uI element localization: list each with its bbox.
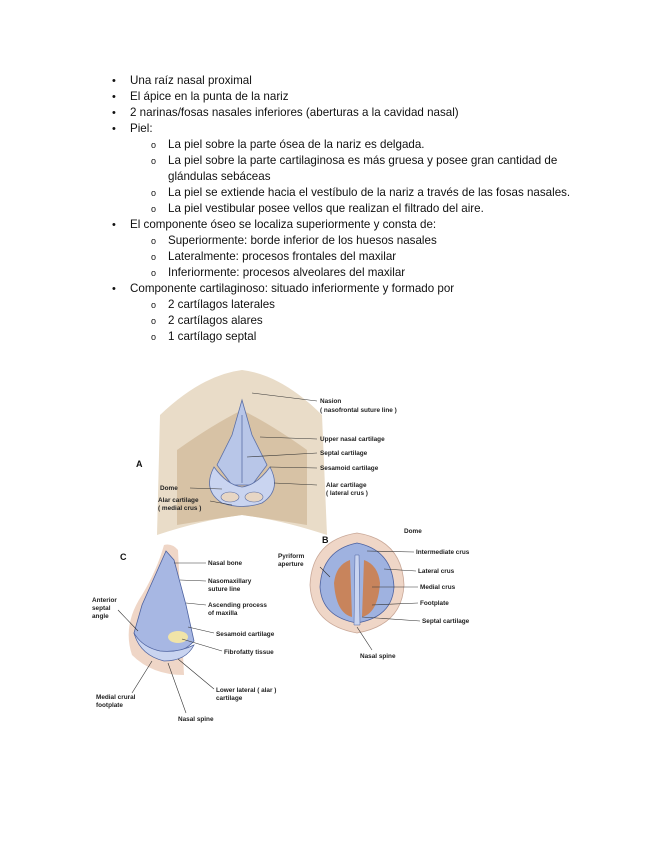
- panel-b-label: B: [322, 535, 329, 545]
- sub-bullet-item: o La piel sobre la parte ósea de la nariz es delgada.: [151, 137, 572, 153]
- label-dome-b: Dome: [404, 528, 422, 535]
- bullet-item: [112, 121, 572, 217]
- label-alar-a-sub: ( lateral crus ): [326, 490, 368, 497]
- label-ascending: Ascending process: [208, 602, 267, 609]
- bullet-item: [112, 89, 572, 105]
- label-lateral-crus: Lateral crus: [418, 568, 455, 575]
- label-anterior-2: septal: [92, 605, 111, 612]
- bullet-text: Una raíz nasal proximal: [130, 74, 252, 87]
- nasal-anatomy-figure: [82, 355, 502, 740]
- bullet-text: El componente óseo se localiza superiormente y consta de:: [130, 218, 437, 231]
- label-medial-crural-sub: footplate: [96, 702, 123, 709]
- label-medial-crural: Medial crural: [96, 694, 136, 701]
- label-nasomax-sub: suture line: [208, 586, 241, 593]
- label-septal-b: Septal cartilage: [422, 618, 470, 625]
- label-nasomax: Nasomaxillary: [208, 578, 252, 585]
- sub-bullet-item: o Superiormente: borde inferior de los huesos nasales: [151, 233, 572, 249]
- bullet-text: 2 narinas/fosas nasales inferiores (aberturas a la cavidad nasal): [130, 106, 459, 119]
- label-anterior: Anterior: [92, 597, 117, 604]
- bullet-list: [112, 73, 572, 345]
- sub-bullet-item: o La piel se extiende hacia el vestíbulo de la nariz a través de las fosas nasales.: [151, 185, 572, 201]
- label-upper-nasal: Upper nasal cartilage: [320, 436, 385, 443]
- panel-c: [92, 545, 276, 723]
- panel-a: [136, 370, 397, 535]
- sub-bullet-list: [130, 137, 572, 217]
- label-sesamoid-c: Sesamoid cartilage: [216, 631, 275, 638]
- label-nasion-sub: ( nasofrontal suture line ): [320, 407, 397, 414]
- panel-c-label: C: [120, 552, 127, 562]
- label-footplate: Footplate: [420, 600, 449, 607]
- label-septal-a: Septal cartilage: [320, 450, 368, 457]
- label-intermediate: Intermediate crus: [416, 549, 470, 556]
- bullet-text: El ápice en la punta de la nariz: [130, 90, 289, 103]
- label-pyriform: Pyriform: [278, 553, 305, 560]
- label-nasal-bone: Nasal bone: [208, 560, 243, 567]
- label-alar-medial: Alar cartilage: [158, 497, 199, 504]
- label-medial-crus: Medial crus: [420, 584, 456, 591]
- label-nasal-spine-c: Nasal spine: [178, 716, 214, 723]
- sub-bullet-list: [130, 233, 572, 281]
- bullet-item: [112, 105, 572, 121]
- sub-bullet-item: o 2 cartílagos laterales: [151, 297, 572, 313]
- label-lower-lateral: Lower lateral ( alar ): [216, 687, 277, 694]
- sub-bullet-item: o Inferiormente: procesos alveolares del maxilar: [151, 265, 572, 281]
- sub-bullet-item: o La piel sobre la parte cartilaginosa es más gruesa y posee gran cantidad de glándulas sebáceas: [151, 153, 572, 185]
- sub-bullet-item: o Lateralmente: procesos frontales del maxilar: [151, 249, 572, 265]
- bullet-text: Piel:: [130, 122, 153, 135]
- sub-bullet-item: o 1 cartílago septal: [151, 329, 572, 345]
- bullet-item: [112, 281, 572, 345]
- sub-bullet-item: o La piel vestibular posee vellos que realizan el filtrado del aire.: [151, 201, 572, 217]
- label-nasal-spine-b: Nasal spine: [360, 653, 396, 660]
- label-dome-a: Dome: [160, 485, 178, 492]
- sub-bullet-list: [130, 297, 572, 345]
- label-alar-a: Alar cartilage: [326, 482, 367, 489]
- bullet-item: [112, 73, 572, 89]
- bullet-item: [112, 217, 572, 281]
- sub-bullet-item: o 2 cartílagos alares: [151, 313, 572, 329]
- panel-b: [278, 528, 470, 660]
- label-sesamoid-a: Sesamoid cartilage: [320, 465, 379, 472]
- panel-a-label: A: [136, 459, 143, 469]
- label-pyriform-sub: aperture: [278, 561, 304, 568]
- label-lower-lateral-sub: cartilage: [216, 695, 243, 702]
- bullet-text: Componente cartilaginoso: situado inferiormente y formado por: [130, 282, 455, 295]
- label-anterior-3: angle: [92, 613, 109, 620]
- label-ascending-sub: of maxilla: [208, 610, 238, 617]
- label-fibrofatty: Fibrofatty tissue: [224, 649, 274, 656]
- label-alar-medial-sub: ( medial crus ): [158, 505, 202, 512]
- label-nasion: Nasion: [320, 398, 342, 405]
